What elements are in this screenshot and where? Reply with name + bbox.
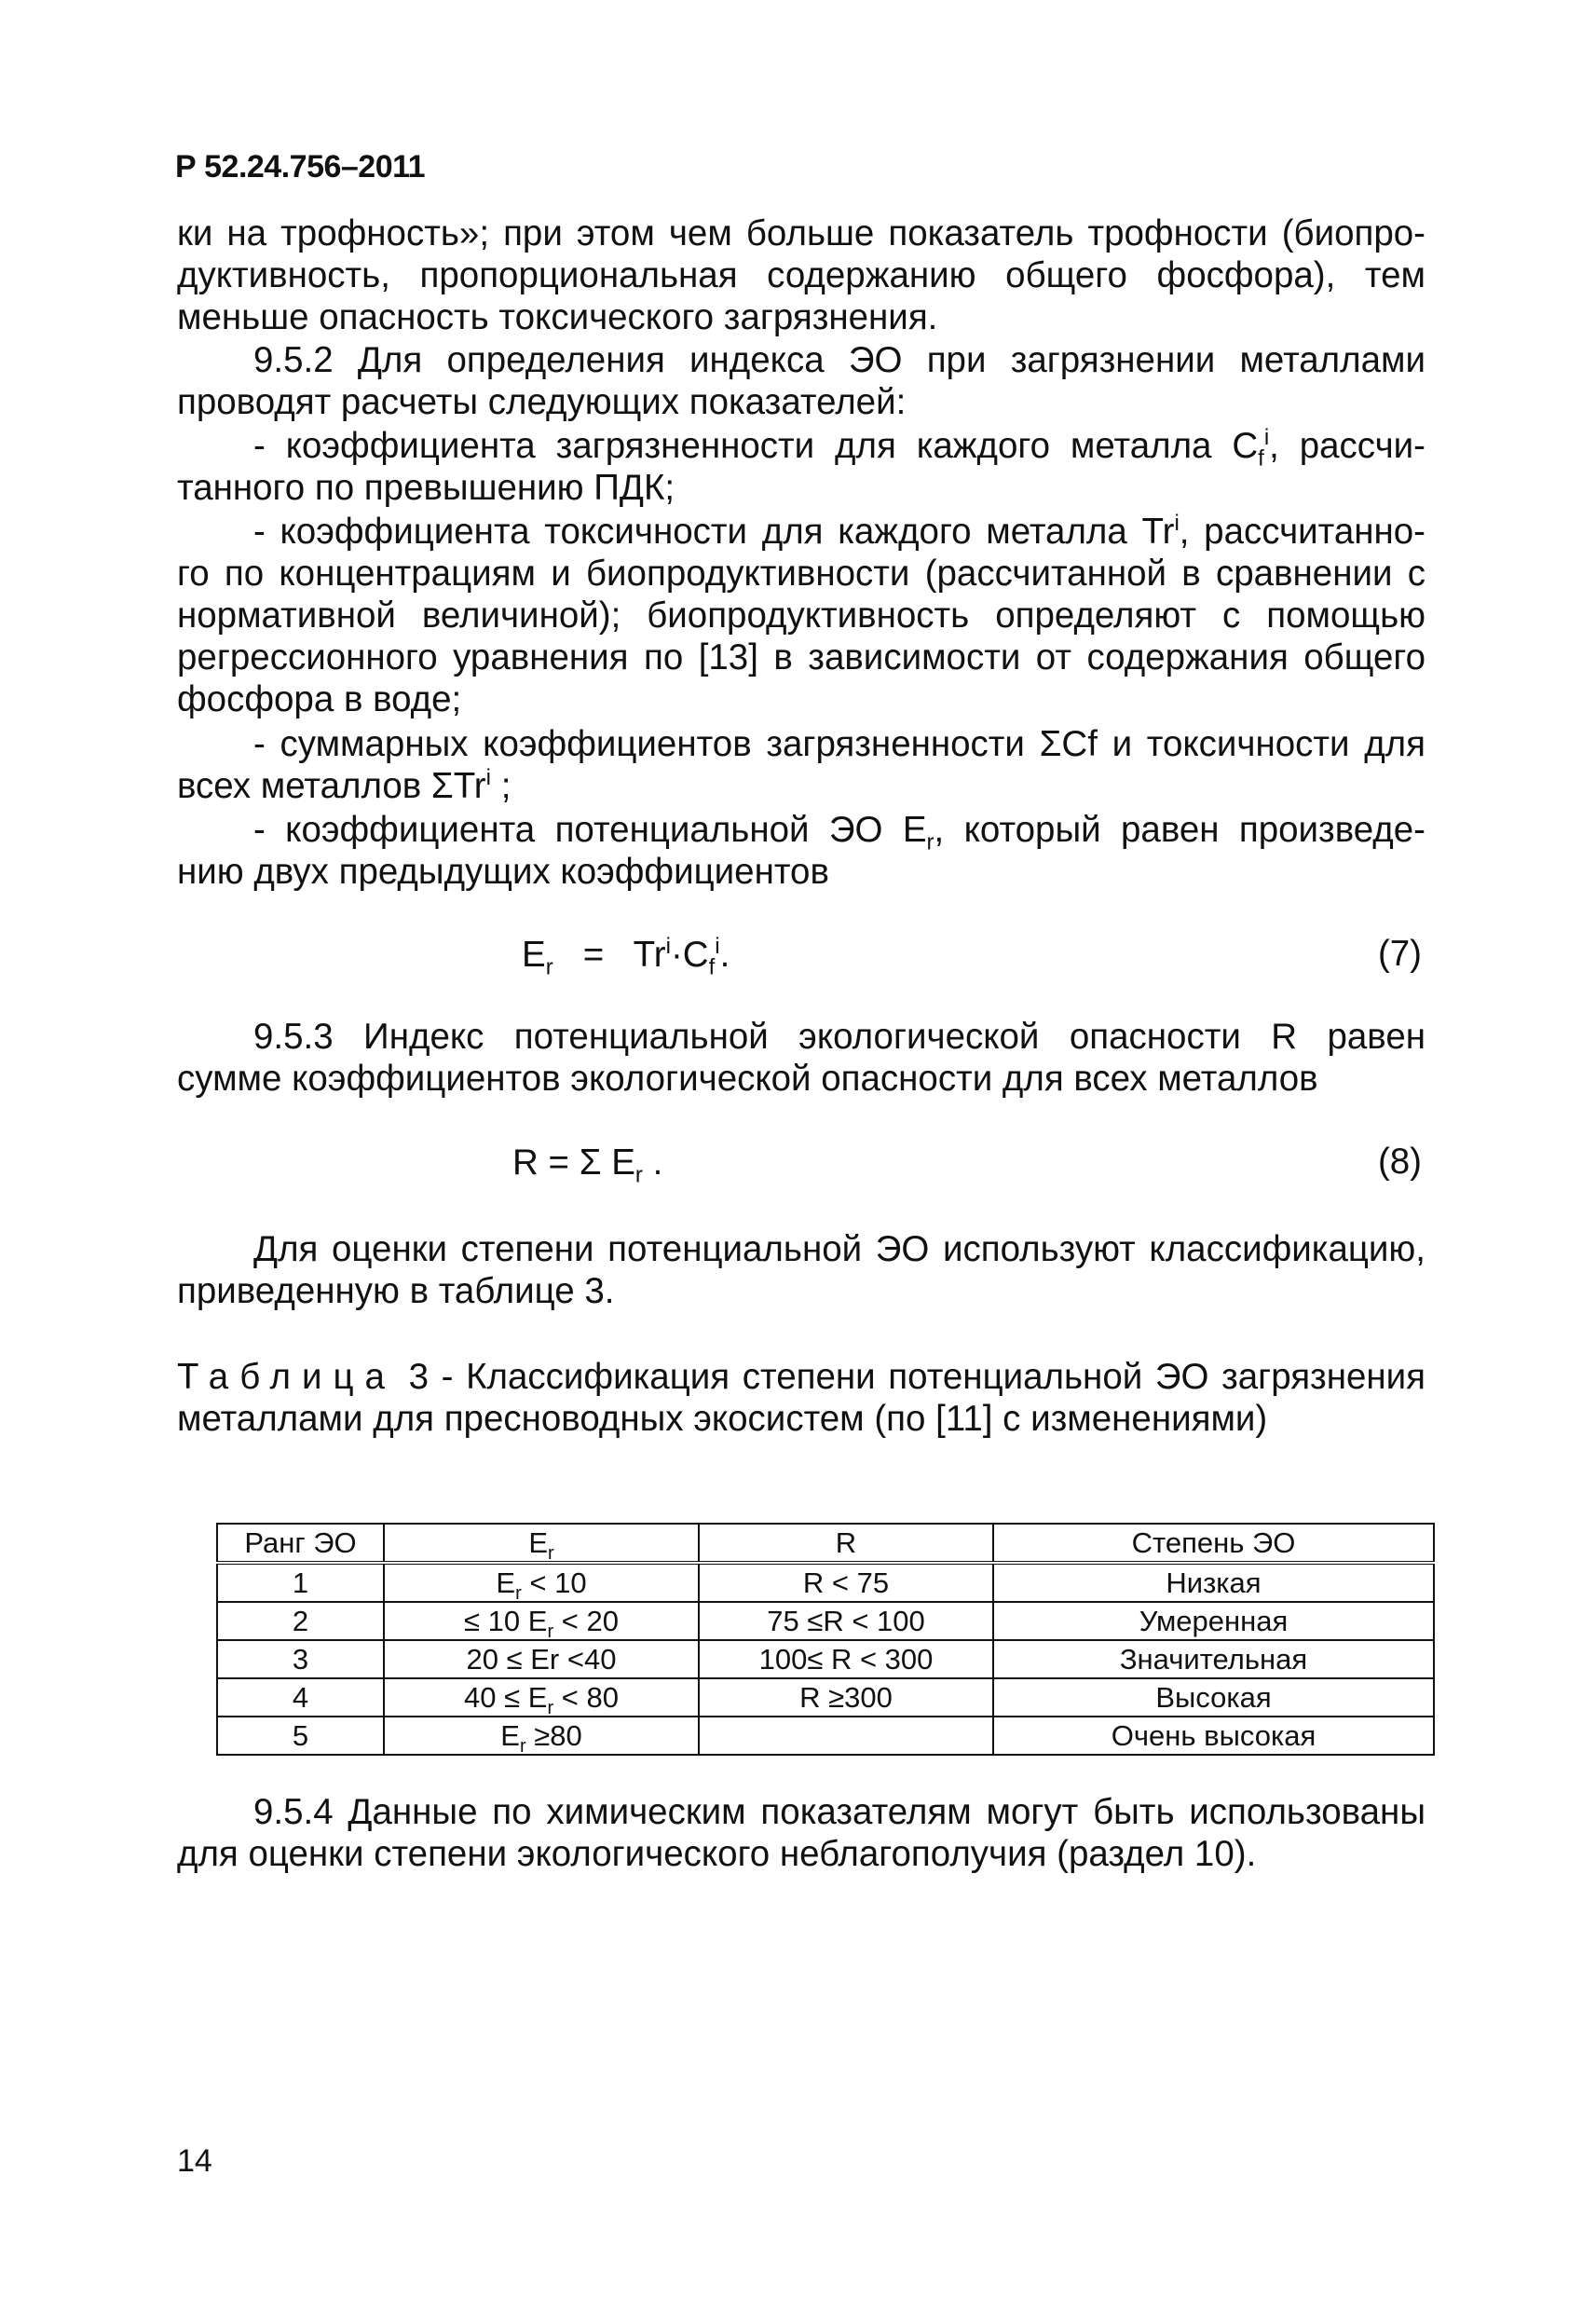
cell-r bbox=[699, 1717, 993, 1755]
formula-symbol: E bbox=[522, 935, 546, 975]
page-number: 14 bbox=[177, 2143, 212, 2179]
text-line: танного по превышению ПДК; bbox=[177, 468, 675, 508]
text-line: ки на трофность»; при этом чем больше показатель трофности (биопро- bbox=[177, 213, 1425, 253]
caption-title: - Классификация степени потенциальной ЭО загрязнения bbox=[429, 1357, 1425, 1397]
table-row bbox=[217, 1717, 1434, 1755]
caption-label: Таблица bbox=[177, 1357, 396, 1397]
cell-er: 20 ≤ Er <40 bbox=[384, 1640, 699, 1678]
formula-punctuation: . bbox=[652, 1142, 663, 1183]
cell-degree: Высокая bbox=[993, 1678, 1434, 1717]
cell-degree: Значительная bbox=[993, 1640, 1434, 1678]
equation-number: (7) bbox=[1377, 934, 1422, 974]
header-er bbox=[384, 1524, 699, 1563]
text-fragment: , рассчи- bbox=[1269, 426, 1425, 466]
subscript: r bbox=[926, 829, 934, 855]
formula-symbol: Tr bbox=[633, 935, 666, 975]
cell-r: R < 75 bbox=[699, 1563, 993, 1602]
text-line: металлами для пресноводных экосистем (по [11] с изменениями) bbox=[177, 1399, 1268, 1439]
text-fragment: , рассчитанно- bbox=[1179, 512, 1426, 552]
bullet-item-4 bbox=[177, 809, 1425, 893]
bullet-item-2 bbox=[177, 511, 1425, 720]
paragraph-9-5-4 bbox=[177, 1791, 1425, 1875]
subscript: r bbox=[547, 1621, 554, 1643]
superscript: i bbox=[665, 934, 671, 960]
text-line: 9.5.2 Для определения индекса ЭО при загрязнении металлами bbox=[253, 340, 1425, 380]
text-line bbox=[177, 765, 1425, 807]
paragraph-9-5-3 bbox=[177, 1016, 1425, 1100]
caption-number: 3 bbox=[408, 1357, 430, 1397]
cell-rank: 5 bbox=[217, 1717, 384, 1755]
text-fragment: - коэффициента потенциальной ЭО E bbox=[253, 810, 927, 850]
text-line: нормативной величиной); биопродуктивность определяют с помощью bbox=[177, 595, 1425, 636]
superscript: i bbox=[485, 765, 491, 791]
text-line: дуктивность, пропорциональная содержанию общего фосфора), тем bbox=[177, 255, 1425, 295]
cell-er: $40 \le E_r < 80$ bbox=[384, 1678, 699, 1717]
bullet-item-1 bbox=[177, 425, 1425, 509]
superscript: i bbox=[1174, 511, 1180, 537]
subscript: r bbox=[547, 1698, 554, 1719]
text-fragment: - коэффициента токсичности для каждого металла Tr bbox=[253, 512, 1175, 552]
text-line: 9.5.4 Данные по химическим показателям могут быть использованы bbox=[253, 1792, 1425, 1832]
equation-number: (8) bbox=[1377, 1142, 1422, 1182]
subscript: r bbox=[545, 954, 553, 980]
text-line: регрессионного уравнения по [13] в зависимости от содержания общего bbox=[177, 637, 1425, 677]
text-line: Для оценки степени потенциальной ЭО используют классификацию, bbox=[253, 1229, 1425, 1269]
subscript: f bbox=[708, 954, 716, 980]
header-er-symbol: E bbox=[528, 1526, 548, 1559]
subscript: r bbox=[519, 1736, 526, 1758]
subscript: r bbox=[548, 1543, 554, 1565]
classification-table bbox=[216, 1523, 1435, 1756]
formula-operator: = bbox=[548, 1142, 569, 1183]
formula-symbol: R bbox=[512, 1142, 539, 1183]
table-caption bbox=[177, 1356, 1425, 1440]
subscript: r bbox=[634, 1162, 643, 1188]
cell-er: ≤ 10 $E_r < 20$ bbox=[384, 1602, 699, 1640]
subscript: f bbox=[1258, 445, 1264, 472]
text-line bbox=[177, 425, 1425, 472]
text-line: проводят расчеты следующих показателей: bbox=[177, 382, 907, 422]
formula-operator: = bbox=[582, 935, 605, 975]
text-line bbox=[177, 1356, 1425, 1398]
text-line: - суммарных коэффициентов загрязненности ΣCf и токсичности для bbox=[253, 724, 1425, 764]
text-line: нию двух предыдущих коэффициентов bbox=[177, 852, 829, 892]
table-3 bbox=[216, 1523, 1433, 1756]
text-line: 9.5.3 Индекс потенциальной экологической опасности R равен bbox=[253, 1017, 1425, 1057]
subscript: r bbox=[515, 1583, 522, 1605]
text-line: фосфора в воде; bbox=[177, 679, 462, 719]
cell-er: $E_r < 10$ bbox=[384, 1563, 699, 1602]
cell-degree: Очень высокая bbox=[993, 1717, 1434, 1755]
text-line: для оценки степени экологического неблагополучия (раздел 10). bbox=[177, 1834, 1257, 1874]
text-line: приведенную в таблице 3. bbox=[177, 1271, 615, 1311]
cell-rank: 3 bbox=[217, 1640, 384, 1678]
header-r: R bbox=[699, 1524, 993, 1563]
header-degree: Степень ЭО bbox=[993, 1524, 1434, 1563]
paragraph-continuation bbox=[177, 212, 1425, 338]
formula-punctuation: . bbox=[719, 935, 730, 975]
table-row bbox=[217, 1678, 1434, 1717]
paragraph-classification bbox=[177, 1228, 1425, 1312]
table-body bbox=[217, 1563, 1434, 1758]
cell-rank: 4 bbox=[217, 1678, 384, 1717]
cell-r: 100≤ R < 300 bbox=[699, 1640, 993, 1678]
document-code: Р 52.24.756–2011 bbox=[175, 149, 426, 185]
text-line bbox=[177, 511, 1425, 553]
formula-8 bbox=[512, 1142, 663, 1188]
text-line bbox=[177, 809, 1425, 855]
paragraph-9-5-2 bbox=[177, 339, 1425, 423]
formula-7 bbox=[522, 934, 730, 980]
table-row bbox=[217, 1640, 1434, 1678]
cell-r: R ≥300 bbox=[699, 1678, 993, 1717]
cell-degree: Низкая bbox=[993, 1563, 1434, 1602]
cell-degree: Умеренная bbox=[993, 1602, 1434, 1640]
cell-rank: 1 bbox=[217, 1563, 384, 1602]
table-row bbox=[217, 1563, 1434, 1602]
text-fragment: - коэффициента загрязненности для каждого металла C bbox=[253, 426, 1259, 466]
superscript: i bbox=[715, 934, 720, 960]
text-fragment: ; bbox=[500, 766, 512, 806]
header-rank: Ранг ЭО bbox=[217, 1524, 384, 1563]
bullet-item-3 bbox=[177, 723, 1425, 807]
text-fragment: , который равен произведе- bbox=[934, 810, 1425, 850]
formula-symbol: Σ E bbox=[579, 1142, 635, 1183]
cell-rank: 2 bbox=[217, 1602, 384, 1640]
text-line: сумме коэффициентов экологической опасности для всех металлов bbox=[177, 1059, 1318, 1099]
text-fragment: всех металлов ΣTr bbox=[177, 766, 486, 806]
cell-r: 75 ≤R < 100 bbox=[699, 1602, 993, 1640]
cell-er: $E_r \ge 80$ bbox=[384, 1717, 699, 1755]
table-row bbox=[217, 1602, 1434, 1640]
formula-symbol: C bbox=[682, 935, 709, 975]
table-header-row bbox=[217, 1524, 1434, 1563]
superscript: i bbox=[1263, 425, 1270, 451]
text-line: меньше опасность токсического загрязнения. bbox=[177, 297, 938, 337]
formula-operator: · bbox=[670, 935, 683, 975]
text-line: го по концентрациям и биопродуктивности (рассчитанной в сравнении с bbox=[177, 554, 1425, 594]
